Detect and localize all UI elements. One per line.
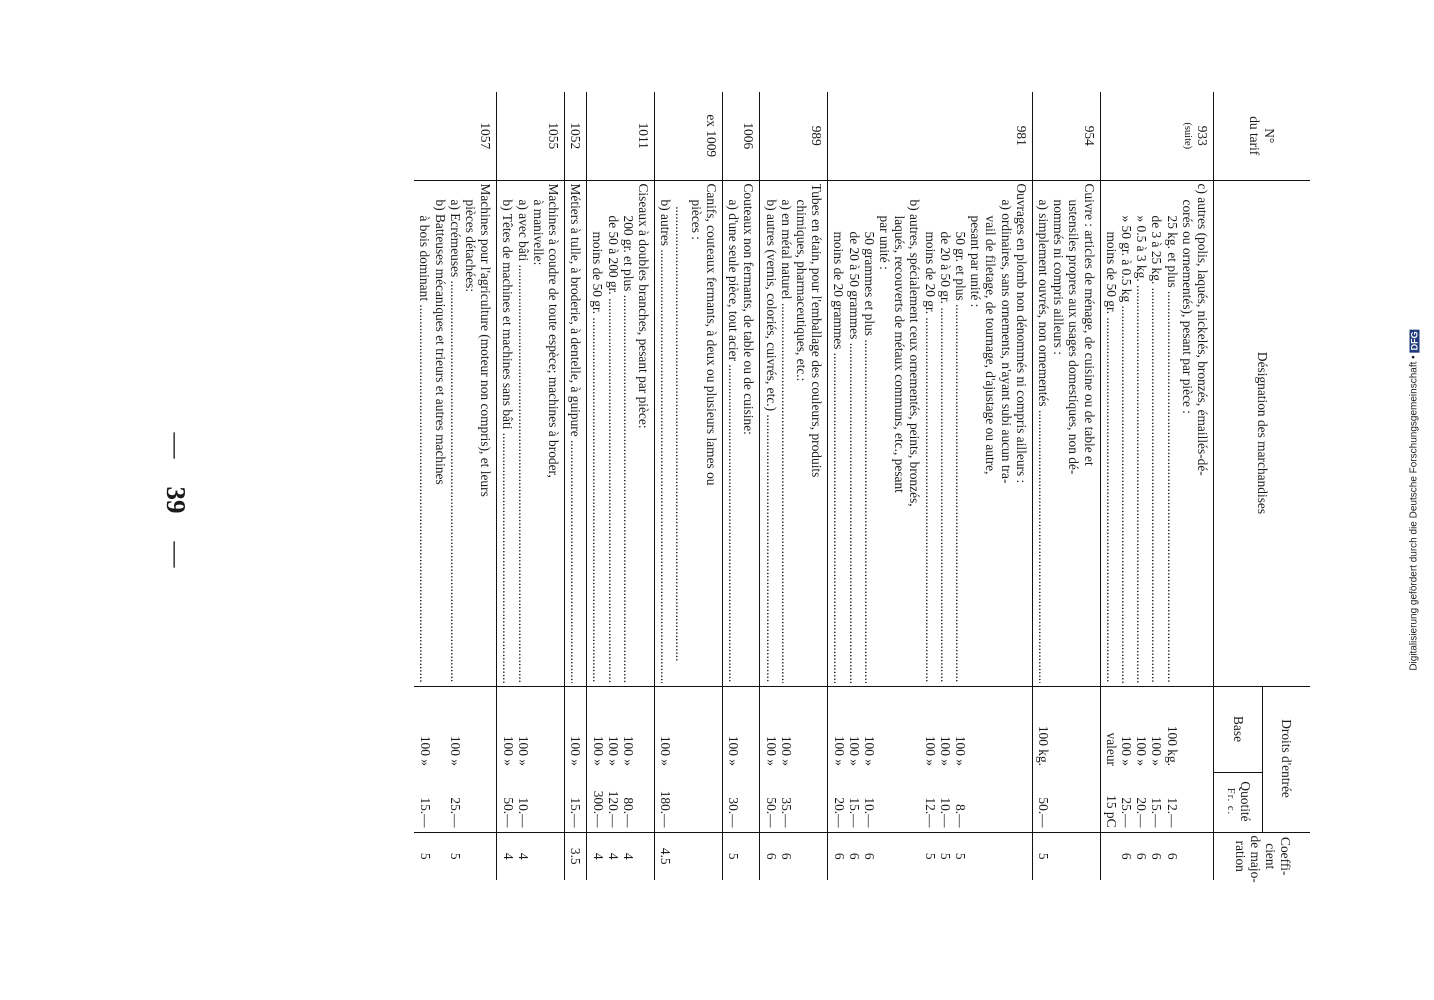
- designation-line: a) en métal naturel .....: [779, 184, 794, 683]
- base-value: 100 »: [500, 735, 516, 766]
- designation-line: 25 kg. et plus .....: [1164, 184, 1179, 683]
- designation-line: de 20 à 50 grammes .....: [846, 184, 861, 683]
- coefficient-value: [704, 836, 719, 878]
- base-value: 100 »: [953, 735, 969, 766]
- header-quotite-label: Quotité: [1238, 781, 1254, 822]
- base-value: 100 »: [658, 735, 674, 766]
- base-value: [546, 690, 561, 767]
- designation-line: Ciseaux à doubles branches, pesant par pièce:: [636, 183, 652, 429]
- quotite-value: [877, 775, 892, 828]
- coefficient-value: [907, 836, 922, 878]
- quotite-value: [478, 775, 493, 828]
- quotite-value: 8.—: [953, 804, 969, 828]
- quotite-value: [1051, 775, 1066, 828]
- base-cell: [587, 686, 655, 772]
- tariff-table: [414, 92, 1310, 883]
- table-header: [1214, 92, 1311, 883]
- designation-cell: [655, 180, 723, 686]
- coefficient-value: 5: [1036, 852, 1052, 860]
- header-coef-line1: Coeffi-: [1278, 837, 1294, 876]
- coefficient-cell: [828, 832, 1033, 880]
- quotite-value: 180.—: [658, 790, 674, 828]
- tariff-number: 1057: [478, 122, 494, 150]
- base-value: [794, 690, 809, 767]
- coefficient-cell: [655, 832, 723, 880]
- designation-line: » 0.5 à 3 kg. .....: [1134, 184, 1149, 683]
- quotite-value: 50.—: [1036, 797, 1052, 828]
- quotite-cell: [497, 772, 565, 832]
- base-value: [636, 690, 651, 767]
- header-quotite-unit: Fr. c.: [1225, 787, 1236, 816]
- designation-line: moins de 50 gr. .....: [590, 184, 605, 683]
- table-row: [587, 92, 655, 880]
- quotite-cell: [587, 772, 655, 832]
- coefficient-value: [877, 836, 892, 878]
- coefficient-cell: [760, 832, 828, 880]
- designation-line: a) d'une seule pièce, tout acier .....: [726, 184, 741, 683]
- coefficient-value: [1081, 836, 1096, 878]
- base-value: 100 »: [861, 735, 877, 766]
- table-row: [722, 92, 759, 880]
- base-value: 100 »: [620, 735, 636, 766]
- base-cell: [655, 686, 723, 772]
- coefficient-value: [1051, 836, 1066, 878]
- coefficient-value: [1104, 836, 1119, 878]
- base-value: 100 »: [568, 735, 584, 766]
- designation-line: Couteaux non fermants, de table ou de cuisine:: [741, 183, 757, 435]
- coefficient-value: 3.5: [568, 847, 584, 865]
- designation-line: chimiques, pharmaceutiques, etc.:: [793, 199, 809, 382]
- base-value: 100 »: [1119, 735, 1135, 766]
- header-no-line2: du tarif: [1247, 116, 1262, 156]
- header-coef: [1214, 832, 1311, 883]
- header-no-line1: N°: [1262, 128, 1278, 144]
- designation-line: corés ou ornementés), pesant par pièce :: [1179, 199, 1195, 415]
- designation-cell: [1100, 180, 1213, 686]
- quotite-value: 25.—: [1119, 797, 1135, 828]
- base-value: 100 kg.: [1036, 725, 1052, 766]
- base-value: [983, 690, 998, 767]
- designation-line: » 50 gr. à 0.5 kg .....: [1119, 184, 1134, 683]
- coefficient-value: 6: [1149, 852, 1165, 860]
- base-value: 100 »: [922, 735, 938, 766]
- coefficient-value: [546, 836, 561, 878]
- coefficient-value: [673, 836, 688, 878]
- quotite-value: 25.—: [447, 797, 463, 828]
- quotite-value: [704, 775, 719, 828]
- table-row: [497, 92, 565, 880]
- designation-line: pièces détachées:: [463, 199, 479, 293]
- designation-line: Canifs, couteaux fermants, à deux ou plusieurs lames ou: [703, 183, 719, 486]
- side-note-text: Digitalisierung gefördert durch die Deutsche Forschungsgemeinschaft •: [1408, 355, 1420, 671]
- designation-line: 200 gr. et plus .....: [621, 184, 636, 683]
- designation-line: b) Batteuses mécaniques et trieurs et autres machines: [432, 199, 448, 485]
- quotite-value: 15.—: [1149, 797, 1165, 828]
- base-value: 100 »: [605, 735, 621, 766]
- coefficient-value: [478, 836, 493, 878]
- quotite-value: [1066, 775, 1081, 828]
- designation-line: Ouvrages en plomb non dénommés ni compris ailleurs :: [1013, 183, 1029, 484]
- tariff-number: 981: [1013, 125, 1029, 146]
- coefficient-value: [1014, 836, 1029, 878]
- coefficient-cell: [722, 832, 759, 880]
- base-value: [809, 690, 824, 767]
- tariff-number-cell: [587, 92, 655, 180]
- base-cell: [1032, 686, 1100, 772]
- designation-line: a) avec bâti .....: [515, 184, 530, 683]
- tariff-number: 1011: [636, 122, 652, 149]
- coefficient-value: 5: [726, 852, 742, 860]
- tariff-number-cell: [414, 92, 497, 180]
- quotite-value: [983, 775, 998, 828]
- header-droits: Droits d'entrée: [1263, 686, 1311, 832]
- tariff-number-note: (suite): [1181, 122, 1193, 150]
- designation-line: Tubes en étain, pour l'emballage des couleurs, produits: [809, 183, 825, 478]
- base-value: 100 »: [417, 735, 433, 766]
- tariff-number-cell: [497, 92, 565, 180]
- designation-line: [673, 184, 688, 683]
- dfg-logo: DFG: [1409, 331, 1419, 351]
- quotite-value: 15 pC: [1103, 795, 1119, 828]
- page-dash-right: —: [162, 541, 191, 568]
- quotite-value: [1014, 775, 1029, 828]
- quotite-value: 10.—: [937, 797, 953, 828]
- base-value: 100 »: [447, 735, 463, 766]
- quotite-cell: [760, 772, 828, 832]
- quotite-value: 15.—: [417, 797, 433, 828]
- coefficient-value: 6: [1119, 852, 1135, 860]
- page-dash-left: —: [162, 432, 191, 459]
- table-row: [1100, 92, 1213, 880]
- quotite-value: [968, 775, 983, 828]
- coefficient-value: 5: [447, 852, 463, 860]
- base-value: valeur: [1103, 732, 1119, 766]
- base-value: 100 kg.: [1164, 725, 1180, 766]
- tariff-number: ex 1009: [703, 114, 719, 158]
- base-cell: [1100, 686, 1213, 772]
- quotite-value: 15.—: [846, 797, 862, 828]
- base-cell: [414, 686, 497, 772]
- designation-line: a) Ecrémeuses .....: [448, 184, 463, 683]
- header-coef-line2: cient: [1263, 843, 1279, 870]
- header-coef-line3: de majo-: [1248, 835, 1263, 883]
- coefficient-cell: [1032, 832, 1100, 880]
- coefficient-value: 4: [590, 852, 606, 860]
- base-value: 100 »: [515, 735, 531, 766]
- designation-line: de 3 à 25 kg. .....: [1149, 184, 1164, 683]
- designation-line: a) ordinaires, sans ornements, n'ayant subi aucun tra-: [998, 199, 1014, 484]
- quotite-value: 50.—: [763, 797, 779, 828]
- designation-line: moins de 50 gr. .....: [1104, 184, 1119, 683]
- quotite-value: 12.—: [1164, 797, 1180, 828]
- designation-line: a) simplement ouvrés, non ornementés .....: [1036, 184, 1051, 683]
- coefficient-value: 6: [763, 852, 779, 860]
- quotite-value: [741, 775, 756, 828]
- table-body: [414, 92, 1213, 880]
- quotite-cell: [565, 772, 587, 832]
- coefficient-value: 4: [620, 852, 636, 860]
- quotite-value: 300.—: [590, 790, 606, 828]
- quotite-value: [673, 775, 688, 828]
- designation-cell: [722, 180, 759, 686]
- designation-cell: [828, 180, 1033, 686]
- side-note: [1409, 329, 1420, 670]
- coefficient-value: [1195, 836, 1210, 878]
- quotite-value: [998, 775, 1013, 828]
- base-value: [689, 690, 704, 767]
- coefficient-value: [636, 836, 651, 878]
- table-row: [1032, 92, 1100, 880]
- coefficient-cell: [565, 832, 587, 880]
- coefficient-value: 6: [778, 852, 794, 860]
- quotite-value: [794, 775, 809, 828]
- coefficient-value: [531, 836, 546, 878]
- rotated-page: [120, 0, 1310, 1000]
- quotite-value: [463, 775, 478, 828]
- tariff-number: 1055: [546, 122, 562, 150]
- table-row: [655, 92, 723, 880]
- designation-line: laqués, recouverts de métaux communs, etc., pesant: [892, 215, 908, 493]
- coefficient-cell: [1100, 832, 1213, 880]
- coefficient-value: [794, 836, 809, 878]
- quotite-value: [636, 775, 651, 828]
- quotite-value: 30.—: [726, 797, 742, 828]
- designation-line: ustensiles propres aux usages domestiques, non dé-: [1066, 199, 1082, 475]
- coefficient-value: [809, 836, 824, 878]
- base-value: 100 »: [1134, 735, 1150, 766]
- quotite-value: [546, 775, 561, 828]
- designation-cell: [1032, 180, 1100, 686]
- tariff-number-cell: [722, 92, 759, 180]
- quotite-value: 10.—: [515, 797, 531, 828]
- designation-line: 50 gr. et plus .....: [953, 184, 968, 683]
- designation-line: Cuivre : articles de ménage, de cuisine ou de table et: [1081, 183, 1097, 466]
- coefficient-value: [741, 836, 756, 878]
- designation-line: de 50 à 200 gr. .....: [605, 184, 620, 683]
- coefficient-value: 4: [515, 852, 531, 860]
- tariff-number: 989: [809, 125, 825, 146]
- designation-line: pesant par unité :: [968, 215, 984, 308]
- base-value: [907, 690, 922, 767]
- base-value: [433, 690, 448, 767]
- quotite-cell: [722, 772, 759, 832]
- designation-cell: [760, 180, 828, 686]
- base-value: 100 »: [937, 735, 953, 766]
- tariff-number-cell: [1032, 92, 1100, 180]
- tariff-number-cell: [760, 92, 828, 180]
- designation-line: Machines pour l'agriculture (moteur non compris), et leurs: [478, 183, 494, 497]
- designation-line: pièces :: [688, 199, 704, 241]
- page-number: 39: [161, 486, 192, 514]
- coefficient-value: 5: [922, 852, 938, 860]
- coefficient-value: [968, 836, 983, 878]
- quotite-value: [892, 775, 907, 828]
- coefficient-value: 5: [417, 852, 433, 860]
- designation-line: b) autres (vernis, coloriés, cuivrés, etc.) .....: [763, 184, 778, 683]
- base-cell: [828, 686, 1033, 772]
- quotite-cell: [414, 772, 497, 832]
- quotite-value: 20.—: [1134, 797, 1150, 828]
- base-value: [741, 690, 756, 767]
- quotite-value: 15.—: [568, 797, 584, 828]
- header-quotite: [1214, 772, 1263, 832]
- coefficient-cell: [587, 832, 655, 880]
- designation-line: de 20 à 50 gr. .....: [938, 184, 953, 683]
- designation-cell: [587, 180, 655, 686]
- header-designation: Désignation des marchandises: [1214, 180, 1311, 686]
- base-value: [998, 690, 1013, 767]
- coefficient-value: [983, 836, 998, 878]
- tariff-number-cell: [1100, 92, 1213, 180]
- coefficient-value: 6: [861, 852, 877, 860]
- quotite-value: 35.—: [778, 797, 794, 828]
- tariff-number-cell: [565, 92, 587, 180]
- designation-line: b) Têtes de machines et machines sans bâti .....: [500, 184, 515, 683]
- coefficient-value: 6: [1134, 852, 1150, 860]
- quotite-value: [809, 775, 824, 828]
- designation-line: c) autres (polis, laqués, nickelés, bronzés, émaillés-dé-: [1195, 183, 1210, 476]
- base-value: [531, 690, 546, 767]
- base-value: [968, 690, 983, 767]
- coefficient-value: 6: [831, 852, 847, 860]
- designation-line: b) autres .....: [658, 184, 673, 683]
- coefficient-value: 6: [1164, 852, 1180, 860]
- designation-cell: [414, 180, 497, 686]
- header-no: [1214, 92, 1311, 180]
- base-value: [478, 690, 493, 767]
- coefficient-value: 4: [500, 852, 516, 860]
- base-value: [463, 690, 478, 767]
- base-cell: [497, 686, 565, 772]
- quotite-cell: [655, 772, 723, 832]
- coefficient-value: [1180, 836, 1195, 878]
- quotite-value: [1195, 775, 1210, 828]
- coefficient-cell: [414, 832, 497, 880]
- designation-line: moins de 20 gr. .....: [922, 184, 937, 683]
- designation-line: b) autres, spécialement ceux ornementés, peints, bronzés,: [907, 199, 923, 507]
- base-value: [673, 690, 688, 767]
- designation-line: à bois dominant .....: [417, 184, 432, 683]
- quotite-value: [1081, 775, 1096, 828]
- base-value: [1066, 690, 1081, 767]
- tariff-number: 1006: [741, 122, 757, 150]
- base-value: 100 »: [1149, 735, 1165, 766]
- designation-line: Métiers à tulle, à broderie, à dentelle, à guipure .....: [568, 184, 583, 683]
- designation-cell: [565, 180, 587, 686]
- designation-line: à manivelle:: [530, 199, 546, 266]
- designation-line: 50 grammes et plus .....: [862, 184, 877, 683]
- base-value: 100 »: [846, 735, 862, 766]
- coefficient-value: [892, 836, 907, 878]
- quotite-value: 10.—: [861, 797, 877, 828]
- base-value: [892, 690, 907, 767]
- header-coef-line4: ration: [1232, 840, 1248, 872]
- coefficient-value: 5: [937, 852, 953, 860]
- base-value: [1081, 690, 1096, 767]
- quotite-cell: [1100, 772, 1213, 832]
- quotite-value: [907, 775, 922, 828]
- base-value: 100 »: [590, 735, 606, 766]
- page-number-header: [156, 0, 196, 1000]
- designation-line: vail de filetage, de tournage, d'ajustage ou autre,: [983, 215, 999, 475]
- designation-line: moins de 20 grammes .....: [831, 184, 846, 683]
- designation-line: Machines à coudre de toute espèce; machines à broder,: [546, 183, 562, 478]
- coefficient-value: 4: [605, 852, 621, 860]
- base-value: 100 »: [763, 735, 779, 766]
- table-row: [760, 92, 828, 880]
- tariff-number: 954: [1081, 125, 1097, 146]
- base-cell: [565, 686, 587, 772]
- quotite-value: [433, 775, 448, 828]
- quotite-value: [689, 775, 704, 828]
- designation-cell: [497, 180, 565, 686]
- coefficient-cell: [497, 832, 565, 880]
- designation-line: par unité :: [876, 215, 892, 270]
- tariff-number-cell: [828, 92, 1033, 180]
- tariff-number: 933: [1195, 125, 1210, 146]
- quotite-value: [1180, 775, 1195, 828]
- base-value: 100 »: [831, 735, 847, 766]
- base-value: [1051, 690, 1066, 767]
- coefficient-value: [1066, 836, 1081, 878]
- table-row: [414, 92, 497, 880]
- tariff-number-cell: [655, 92, 723, 180]
- quotite-cell: [828, 772, 1033, 832]
- coefficient-value: [463, 836, 478, 878]
- base-cell: [760, 686, 828, 772]
- table-row: [828, 92, 1033, 880]
- quotite-cell: [1032, 772, 1100, 832]
- coefficient-value: [433, 836, 448, 878]
- quotite-value: 120.—: [605, 790, 621, 828]
- base-value: [1180, 690, 1195, 767]
- base-value: [704, 690, 719, 767]
- quotite-value: [531, 775, 546, 828]
- coefficient-value: 6: [846, 852, 862, 860]
- tariff-number: 1052: [568, 122, 584, 150]
- header-base: Base: [1214, 686, 1263, 772]
- coefficient-value: [998, 836, 1013, 878]
- base-cell: [722, 686, 759, 772]
- quotite-value: 12.—: [922, 797, 938, 828]
- coefficient-value: 4.5: [658, 847, 674, 865]
- coefficient-value: [689, 836, 704, 878]
- quotite-value: 50.—: [500, 797, 516, 828]
- base-value: 100 »: [778, 735, 794, 766]
- coefficient-value: 5: [953, 852, 969, 860]
- base-value: [877, 690, 892, 767]
- base-value: [1195, 690, 1210, 767]
- base-value: [1014, 690, 1029, 767]
- table-row: [565, 92, 587, 880]
- quotite-value: 80.—: [620, 797, 636, 828]
- quotite-value: 20.—: [831, 797, 847, 828]
- base-value: 100 »: [726, 735, 742, 766]
- designation-line: nommés ni compris ailleurs :: [1051, 199, 1067, 355]
